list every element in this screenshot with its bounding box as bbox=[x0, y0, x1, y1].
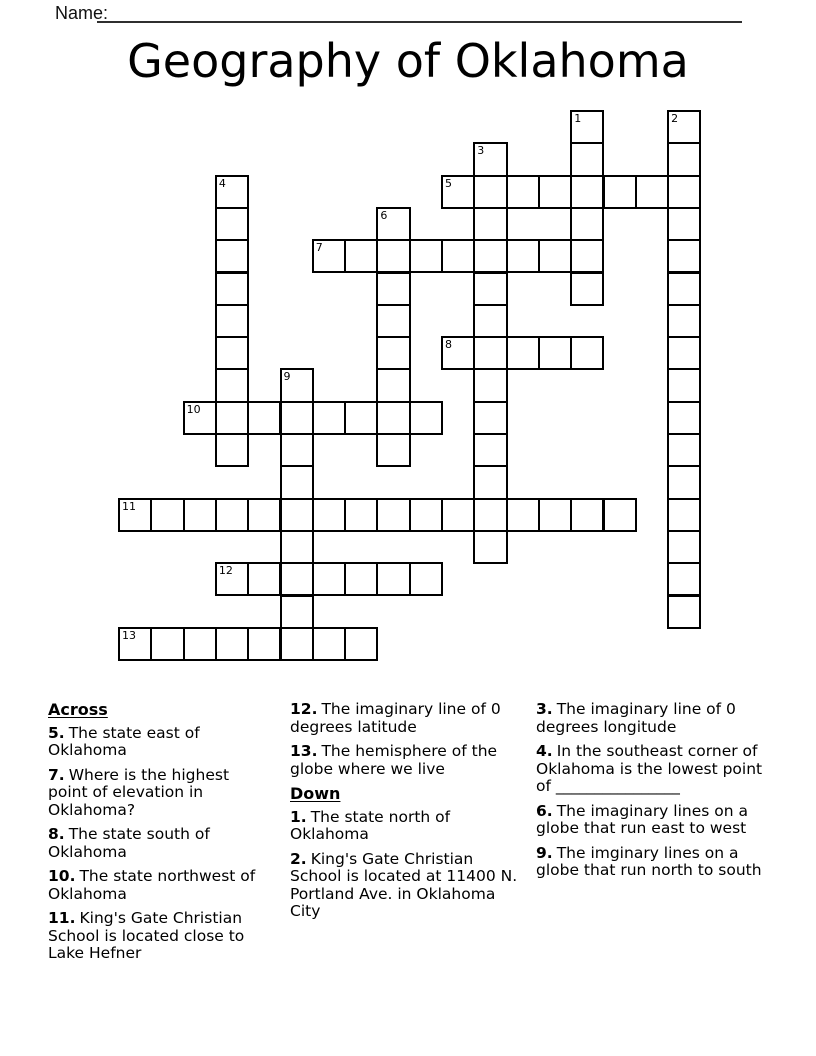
grid-cell bbox=[667, 530, 701, 564]
grid-cell bbox=[441, 336, 475, 370]
grid-cell-number: 3 bbox=[477, 144, 485, 158]
grid-cell bbox=[312, 498, 346, 532]
grid-cell bbox=[118, 627, 152, 661]
grid-cell bbox=[667, 595, 701, 629]
grid-cell bbox=[344, 627, 378, 661]
clue-across-11 bbox=[48, 910, 266, 963]
grid-cell bbox=[570, 142, 604, 176]
name-label: Name: bbox=[55, 3, 109, 23]
clue-number: 8. bbox=[48, 825, 65, 843]
grid-cell bbox=[376, 272, 410, 306]
grid-cell bbox=[473, 239, 507, 273]
grid-cell bbox=[473, 272, 507, 306]
grid-cell bbox=[183, 627, 217, 661]
clue-number: 12. bbox=[290, 700, 318, 718]
clue-number: 3. bbox=[536, 700, 553, 718]
grid-cell bbox=[473, 433, 507, 467]
grid-cell bbox=[667, 304, 701, 338]
grid-cell bbox=[473, 401, 507, 435]
grid-cell bbox=[215, 627, 249, 661]
clue-text: King's Gate Christian School is located close to Lake Hefner bbox=[48, 909, 245, 962]
clue-text: King's Gate Christian School is located at 11400 N. Portland Ave. in Oklahoma City bbox=[290, 849, 518, 920]
clue-text: The imaginary line of 0 degrees latitude bbox=[290, 700, 501, 736]
grid-cell bbox=[409, 239, 443, 273]
grid-cell bbox=[441, 498, 475, 532]
grid-cell bbox=[538, 239, 572, 273]
grid-cell bbox=[344, 401, 378, 435]
clue-across-7 bbox=[48, 767, 266, 820]
grid-cell bbox=[538, 336, 572, 370]
grid-cell bbox=[603, 498, 637, 532]
clue-number: 2. bbox=[290, 849, 307, 868]
clue-text: The state north of Oklahoma bbox=[290, 807, 451, 843]
grid-cell-number: 8 bbox=[445, 338, 452, 352]
grid-cell bbox=[215, 368, 249, 402]
grid-cell bbox=[506, 498, 540, 532]
down-heading: Down bbox=[290, 784, 341, 803]
grid-cell bbox=[667, 368, 701, 402]
grid-cell bbox=[344, 562, 378, 596]
clue-column-1 bbox=[48, 701, 266, 970]
grid-cell bbox=[215, 433, 249, 467]
grid-cell bbox=[506, 175, 540, 209]
clue-column-2 bbox=[290, 701, 527, 928]
grid-cell bbox=[409, 562, 443, 596]
grid-cell-number: 10 bbox=[186, 402, 201, 416]
clue-across-12 bbox=[290, 701, 527, 736]
grid-cell bbox=[570, 498, 604, 532]
grid-cell bbox=[667, 401, 701, 435]
clue-text: The hemisphere of the globe where we live bbox=[290, 742, 498, 778]
clue-text: The state east of Oklahoma bbox=[48, 723, 200, 759]
page-title: Geography of Oklahoma bbox=[127, 34, 689, 88]
grid-cell bbox=[538, 498, 572, 532]
grid-cell bbox=[473, 465, 507, 499]
grid-cell bbox=[215, 239, 249, 273]
crossword-grid bbox=[118, 110, 704, 664]
grid-cell bbox=[247, 401, 281, 435]
grid-cell-number: 4 bbox=[218, 176, 226, 190]
grid-cell-number: 13 bbox=[122, 628, 136, 642]
grid-cell bbox=[376, 207, 410, 241]
grid-cell bbox=[667, 336, 701, 370]
clue-across-13 bbox=[290, 743, 527, 778]
grid-cell bbox=[215, 336, 249, 370]
grid-cell bbox=[473, 304, 507, 338]
grid-cell bbox=[344, 498, 378, 532]
grid-cell bbox=[635, 175, 669, 209]
grid-cell bbox=[215, 175, 249, 209]
grid-cell bbox=[667, 175, 701, 209]
grid-cell bbox=[473, 175, 507, 209]
grid-cell-number: 12 bbox=[218, 564, 233, 578]
grid-cell bbox=[506, 239, 540, 273]
clue-column-3 bbox=[536, 701, 764, 887]
grid-cell bbox=[280, 595, 314, 629]
grid-cell bbox=[570, 239, 604, 273]
grid-cell bbox=[215, 401, 249, 435]
grid-cell bbox=[667, 272, 701, 306]
clue-down-3 bbox=[536, 701, 764, 736]
name-blank-line bbox=[97, 2, 742, 23]
grid-cell bbox=[150, 627, 184, 661]
grid-cell-number: 2 bbox=[671, 112, 679, 125]
grid-cell-number: 1 bbox=[574, 112, 582, 125]
grid-cell bbox=[280, 433, 314, 467]
grid-cell bbox=[667, 239, 701, 273]
grid-cell bbox=[344, 239, 378, 273]
grid-cell bbox=[570, 175, 604, 209]
clue-text: The state south of Oklahoma bbox=[48, 825, 210, 861]
grid-cell bbox=[376, 239, 410, 273]
clue-text: Where is the highest point of elevation in Oklahoma? bbox=[48, 765, 230, 819]
clue-across-5 bbox=[48, 725, 266, 760]
grid-cell bbox=[312, 627, 346, 661]
clue-text: In the southeast corner of Oklahoma is the lowest point of ________________ bbox=[536, 742, 763, 795]
grid-cell bbox=[376, 304, 410, 338]
clue-down-9 bbox=[536, 845, 764, 880]
grid-cell bbox=[215, 498, 249, 532]
clue-text: The imginary lines on a globe that run north to south bbox=[536, 843, 762, 879]
clue-text: The state northwest of Oklahoma bbox=[48, 867, 256, 903]
grid-cell-number: 5 bbox=[445, 176, 452, 190]
grid-cell bbox=[570, 272, 604, 306]
grid-cell bbox=[280, 562, 314, 596]
grid-cell bbox=[280, 368, 314, 402]
clue-number: 4. bbox=[536, 742, 553, 760]
grid-cell bbox=[215, 272, 249, 306]
clue-down-4 bbox=[536, 743, 764, 796]
grid-cell bbox=[538, 175, 572, 209]
grid-cell-number: 7 bbox=[315, 241, 323, 255]
grid-cell bbox=[667, 207, 701, 241]
grid-cell bbox=[376, 433, 410, 467]
clue-number: 6. bbox=[536, 801, 553, 820]
clue-number: 11. bbox=[48, 909, 76, 927]
grid-cell bbox=[215, 562, 249, 596]
grid-cell bbox=[280, 465, 314, 499]
grid-cell bbox=[247, 562, 281, 596]
grid-cell bbox=[312, 239, 346, 273]
grid-cell bbox=[215, 207, 249, 241]
grid-cell bbox=[473, 498, 507, 532]
clue-text: The imaginary lines on a globe that run east to west bbox=[536, 801, 748, 837]
grid-cell bbox=[376, 498, 410, 532]
grid-cell bbox=[667, 110, 701, 144]
grid-cell bbox=[667, 142, 701, 176]
grid-cell bbox=[603, 175, 637, 209]
clue-number: 9. bbox=[536, 843, 553, 862]
grid-cell bbox=[506, 336, 540, 370]
clue-down-2 bbox=[290, 851, 527, 921]
grid-cell bbox=[409, 401, 443, 435]
clue-number: 7. bbox=[48, 765, 65, 784]
grid-cell bbox=[376, 368, 410, 402]
grid-cell-number: 11 bbox=[122, 499, 136, 513]
grid-cell bbox=[280, 530, 314, 564]
grid-cell bbox=[570, 336, 604, 370]
grid-cell-number: 9 bbox=[283, 370, 291, 384]
grid-cell bbox=[570, 207, 604, 241]
clue-number: 10. bbox=[48, 867, 76, 885]
grid-cell bbox=[441, 175, 475, 209]
grid-cell bbox=[118, 498, 152, 532]
clue-number: 5. bbox=[48, 723, 65, 742]
grid-cell bbox=[312, 401, 346, 435]
grid-cell bbox=[183, 498, 217, 532]
clue-down-1 bbox=[290, 809, 527, 844]
grid-cell bbox=[570, 110, 604, 144]
grid-cell bbox=[280, 627, 314, 661]
grid-cell bbox=[409, 498, 443, 532]
clue-across-10 bbox=[48, 868, 266, 903]
grid-cell bbox=[312, 562, 346, 596]
grid-cell bbox=[473, 336, 507, 370]
grid-cell bbox=[473, 530, 507, 564]
grid-cell bbox=[667, 562, 701, 596]
grid-cell bbox=[247, 498, 281, 532]
grid-cell bbox=[473, 207, 507, 241]
across-heading: Across bbox=[48, 700, 108, 719]
grid-cell bbox=[280, 498, 314, 532]
grid-cell bbox=[473, 368, 507, 402]
clue-down-6 bbox=[536, 803, 764, 838]
grid-cell bbox=[667, 498, 701, 532]
clue-text: The imaginary line of 0 degrees longitude bbox=[536, 700, 736, 736]
clue-number: 1. bbox=[290, 807, 307, 826]
grid-cell bbox=[215, 304, 249, 338]
grid-cell bbox=[376, 562, 410, 596]
grid-cell-number: 6 bbox=[380, 208, 388, 222]
grid-cell bbox=[441, 239, 475, 273]
grid-cell bbox=[183, 401, 217, 435]
grid-cell bbox=[280, 401, 314, 435]
grid-cell bbox=[473, 142, 507, 176]
grid-cell bbox=[150, 498, 184, 532]
clue-number: 13. bbox=[290, 742, 318, 760]
grid-cell bbox=[667, 465, 701, 499]
grid-cell bbox=[376, 336, 410, 370]
grid-cell bbox=[247, 627, 281, 661]
clue-across-8 bbox=[48, 826, 266, 861]
grid-cell bbox=[667, 433, 701, 467]
grid-cell bbox=[376, 401, 410, 435]
